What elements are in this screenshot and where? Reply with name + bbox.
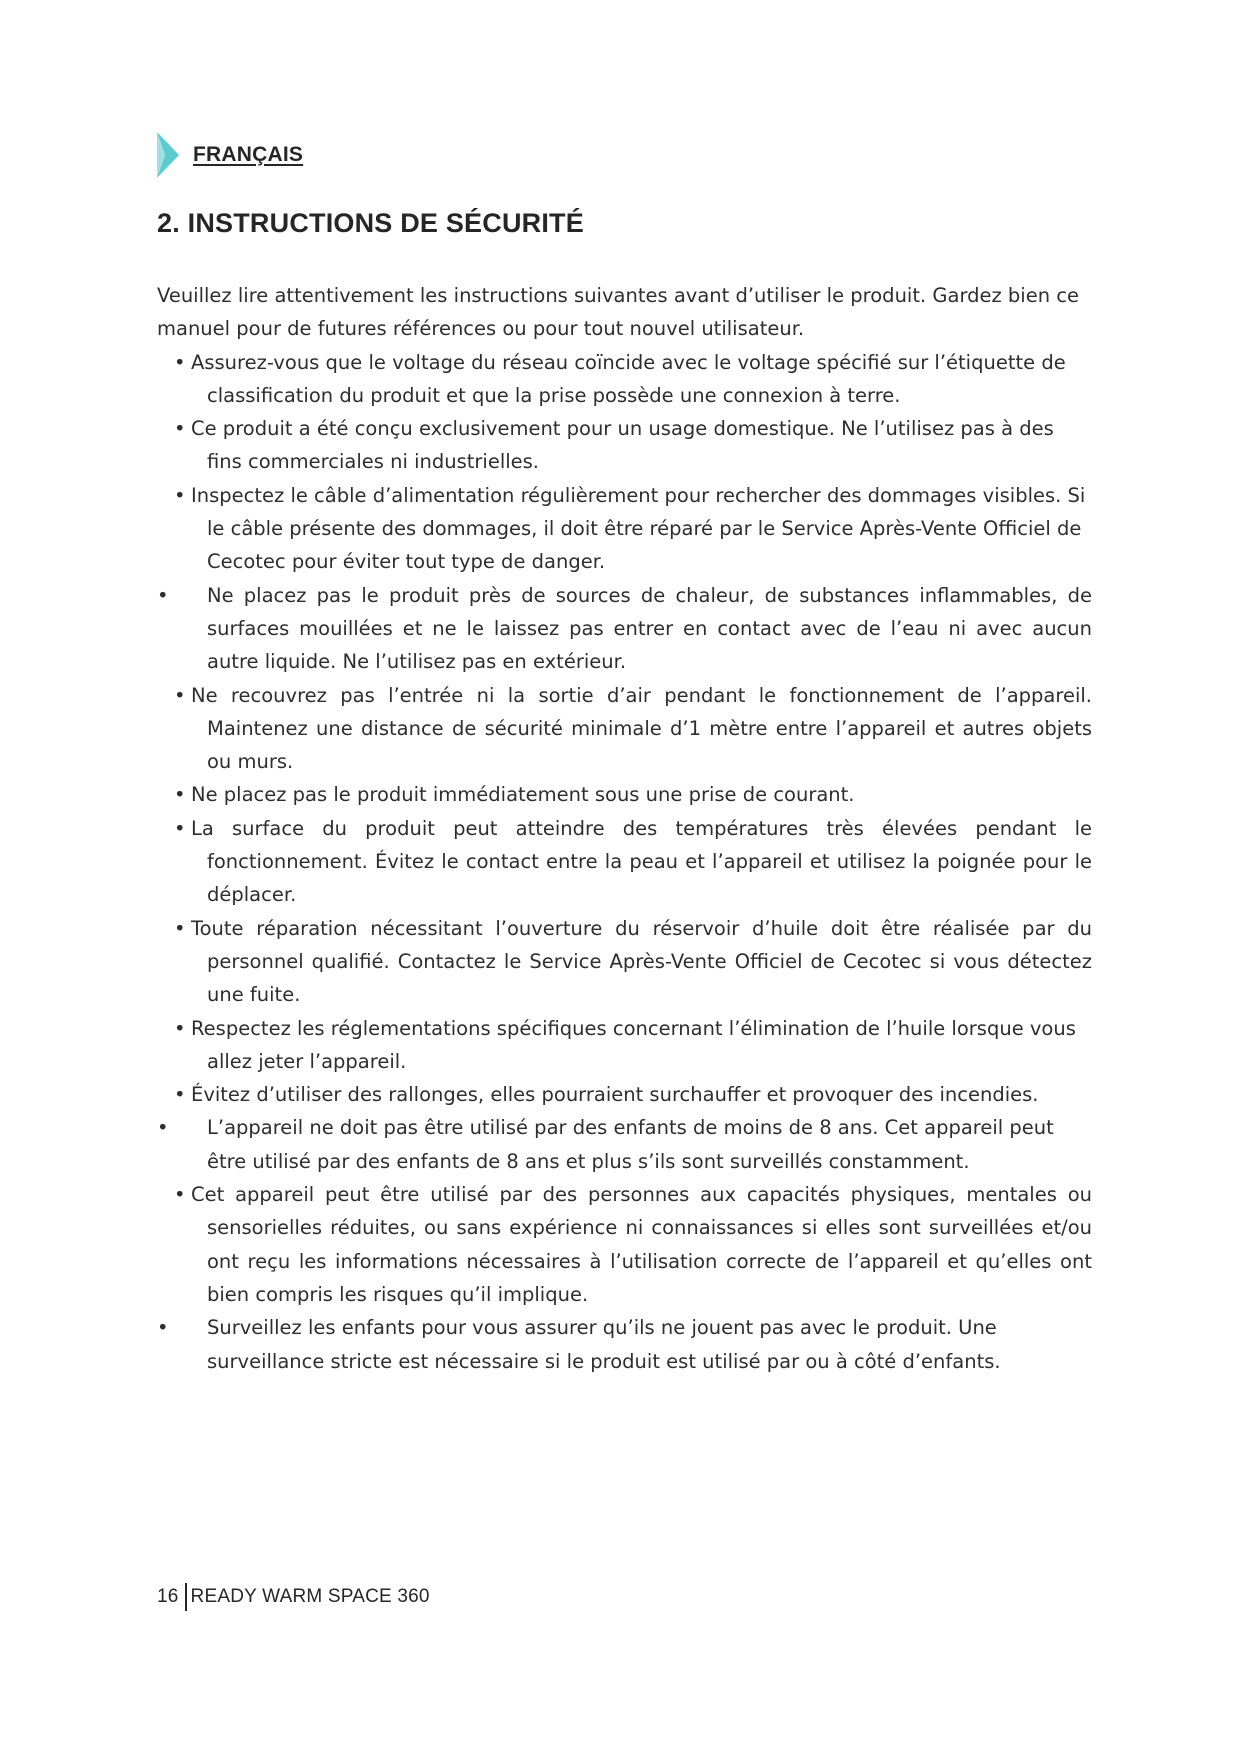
list-item: • Assurez-vous que le voltage du réseau coïncide avec le voltage spécifié sur l’étiquette de classification du produit et que la prise possède une connexion à terre. <box>157 346 1092 413</box>
bullet-marker: • <box>174 350 186 374</box>
list-item: • Toute réparation nécessitant l’ouverture du réservoir d’huile doit être réalisée par du personnel qualifié. Contactez le Service Après-Vente Officiel de Cecotec si vous détectez une fuite. <box>157 912 1092 1012</box>
list-item: • Ne recouvrez pas l’entrée ni la sortie d’air pendant le fonctionnement de l’appareil. Maintenez une distance de sécurité minimale d’1 mètre entre l’appareil et autres objets ou murs. <box>157 679 1092 779</box>
bullet-marker: • <box>174 1083 186 1107</box>
language-header <box>155 130 303 180</box>
list-item: • L’appareil ne doit pas être utilisé par des enfants de moins de 8 ans. Cet appareil peut être utilisé par des enfants de 8 ans et plus s’ils sont surveillés constamment. <box>157 1111 1092 1178</box>
list-item: • Ne placez pas le produit immédiatement sous une prise de courant. <box>157 778 1092 811</box>
list-item: • Surveillez les enfants pour vous assurer qu’ils ne jouent pas avec le produit. Une surveillance stricte est nécessaire si le produit est utilisé par ou à côté d’enfants. <box>157 1311 1092 1378</box>
section-title: 2. INSTRUCTIONS DE SÉCURITÉ <box>157 208 584 238</box>
product-name: READY WARM SPACE 360 <box>190 1586 430 1607</box>
safety-list <box>157 346 1092 1378</box>
list-item: • Ne placez pas le produit près de sources de chaleur, de substances inflammables, de surfaces mouillées et ne le laissez pas entrer en contact avec de l’eau ni avec aucun autre liquide. Ne l’utilisez pas en extérieur. <box>157 579 1092 679</box>
arrow-chevron-icon <box>155 130 185 180</box>
safety-instructions <box>157 279 1092 1378</box>
list-item: • Ce produit a été conçu exclusivement pour un usage domestique. Ne l’utilisez pas à des fins commerciales ni industrielles. <box>157 412 1092 479</box>
bullet-marker: • <box>174 783 186 807</box>
list-item: • Évitez d’utiliser des rallonges, elles pourraient surchauffer et provoquer des incendies. <box>157 1078 1092 1111</box>
bullet-marker: • <box>174 1016 186 1040</box>
bullet-marker: • <box>174 1183 186 1207</box>
bullet-marker: • <box>174 683 186 707</box>
bullet-marker: • <box>174 916 186 940</box>
list-item: • Inspectez le câble d’alimentation régulièrement pour rechercher des dommages visibles. Si le câble présente des dommages, il doit être réparé par le Service Après-Vente Officiel de Cecotec pour éviter tout type de danger. <box>157 479 1092 579</box>
page-number: 16 <box>157 1586 179 1607</box>
footer-divider <box>185 1583 187 1611</box>
bullet-marker: • <box>174 483 186 507</box>
page-footer <box>157 1583 430 1611</box>
bullet-marker: • <box>157 1116 169 1140</box>
list-item: • La surface du produit peut atteindre des températures très élevées pendant le fonctionnement. Évitez le contact entre la peau et l’appareil et utilisez la poignée pour le déplacer. <box>157 812 1092 912</box>
bullet-marker: • <box>174 417 186 441</box>
bullet-marker: • <box>157 1316 169 1340</box>
list-item: • Cet appareil peut être utilisé par des personnes aux capacités physiques, mentales ou sensorielles réduites, ou sans expérience ni connaissances si elles sont surveillées et/ou ont reçu les informations nécessaires à l’utilisation correcte de l’appareil et qu’elles ont bien compris les risques qu’il implique. <box>157 1178 1092 1311</box>
bullet-marker: • <box>174 816 186 840</box>
intro-paragraph: Veuillez lire attentivement les instructions suivantes avant d’utiliser le produit. Gardez bien ce manuel pour de futures références ou pour tout nouvel utilisateur. <box>157 284 1079 341</box>
list-item: • Respectez les réglementations spécifiques concernant l’élimination de l’huile lorsque vous allez jeter l’appareil. <box>157 1012 1092 1079</box>
bullet-marker: • <box>157 583 169 607</box>
language-label: FRANÇAIS <box>193 143 304 166</box>
